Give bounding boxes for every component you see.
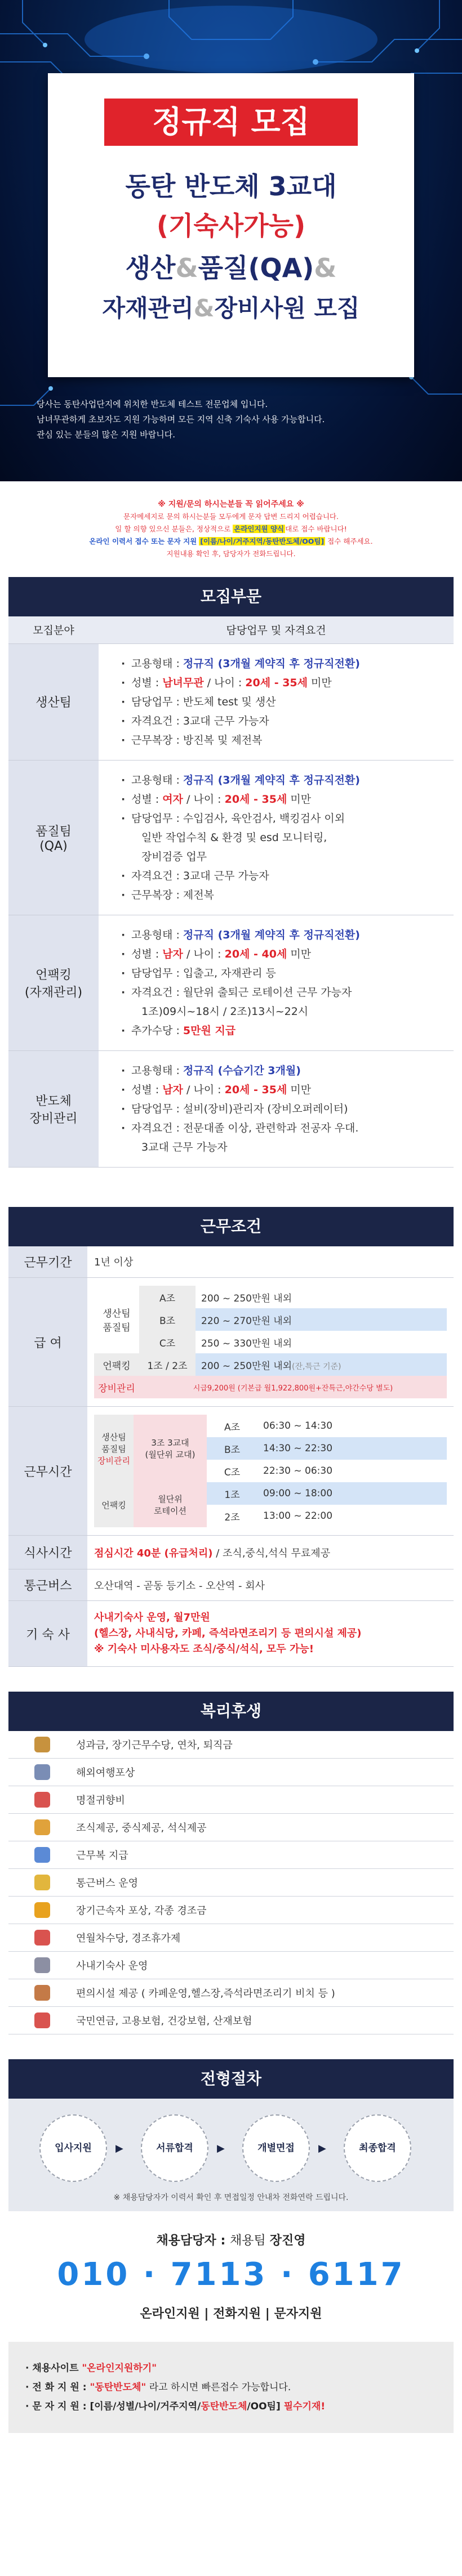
shift-label: 1조 / 2조 <box>139 1353 196 1376</box>
pay-details <box>87 1278 454 1407</box>
benefits-list <box>8 1731 454 2034</box>
notice-title: ※ 지원/문의 하시는분들 꼭 읽어주세요 ※ <box>158 500 304 509</box>
benefit-icon-cell <box>8 1819 76 1835</box>
pay-value: 220 ~ 270만원 내외 <box>196 1308 447 1331</box>
benefit-icon-cell <box>8 1957 76 1973</box>
trophy-icon <box>34 1902 50 1918</box>
benefit-label: 통근버스 운영 <box>76 1877 139 1889</box>
hero-amp: & <box>175 253 198 283</box>
shift-label: C조 <box>139 1331 196 1353</box>
instruction-line: · 전 화 지 원 : "동탄반도체" 라고 하시면 빠른접수 가능합니다. <box>25 2382 291 2393</box>
condition-value: 1년 이상 <box>87 1246 454 1278</box>
conditions-section-title: 근무조건 <box>8 1207 454 1246</box>
money-bag-icon <box>34 1737 50 1752</box>
company-description <box>37 397 425 442</box>
list-item: · 자격요건 : 전문대졸 이상, 관련학과 전공자 우대. 3교대 근무 가능자 <box>121 1119 443 1157</box>
recruit-desc <box>99 643 454 760</box>
description-line: 당사는 동탄사업단지에 위치한 반도체 테스트 전문업체 입니다. <box>37 399 268 409</box>
meal-icon <box>34 1819 50 1835</box>
hero-headline-2: (기숙사가능) <box>156 211 306 241</box>
hero-banner <box>0 0 462 481</box>
pay-team: 장비관리 <box>94 1376 139 1398</box>
list-item: · 담당업무 : 수입검사, 육안검사, 백킹검사 이외 일반 작업수칙 & 환경 및 esd 모니터링, 장비검증 업무 <box>121 809 443 866</box>
recruit-area: 언팩킹 (자재관리) <box>8 915 99 1050</box>
benefit-item <box>8 1759 454 1786</box>
notice-text: 일 할 의향 있으신 분들은, 정상적으로 <box>115 525 233 533</box>
condition-label: 식사시간 <box>8 1536 87 1569</box>
process-note: ※ 채용담당자가 이력서 확인 후 면접일정 안내차 전화연락 드립니다. <box>113 2193 349 2202</box>
benefits-section-title: 복리후생 <box>8 1692 454 1731</box>
time-value: 22:30 ~ 06:30 <box>263 1465 333 1477</box>
benefit-icon-cell <box>8 1764 76 1780</box>
list-item: · 담당업무 : 설비(장비)관리자 (장비오퍼레이터) <box>121 1099 443 1119</box>
notice-highlight: [이름/나이/거주지역/동탄반도체/OO팀] <box>200 537 325 545</box>
table-row <box>8 1050 454 1167</box>
list-item: · 담당업무 : 반도체 test 및 생산 <box>121 692 443 712</box>
arrow-icon: ▶ <box>217 2143 225 2154</box>
shift-type: 3조 3교대 (월단위 교대) <box>134 1415 207 1482</box>
notice-text: 온라인 이력서 접수 또는 문자 지원 <box>89 537 197 545</box>
description-line: 남녀무관하게 초보자도 지원 가능하며 모든 지역 신축 기숙사 사용 가능합니다. <box>37 414 325 424</box>
pay-team: 생산팀 품질팀 <box>103 1308 131 1334</box>
benefit-item <box>8 1897 454 1924</box>
time-value: 14:30 ~ 22:30 <box>257 1437 447 1460</box>
benefit-icon-cell <box>8 1875 76 1890</box>
hero-word: 장비사원 모집 <box>214 294 360 322</box>
list-item: · 고용형태 : 정규직 (3개월 계약직 후 정규직전환) <box>121 925 443 945</box>
step-document-pass: 서류합격 <box>141 2114 208 2182</box>
pay-value: 시급9,200원 (기본급 월1,922,800원+잔특근,야간수당 별도) <box>139 1376 447 1398</box>
calendar-icon <box>34 1930 50 1946</box>
benefit-label: 명절귀향비 <box>76 1795 125 1806</box>
table-row <box>8 643 454 760</box>
benefit-item <box>8 1786 454 1814</box>
table-row <box>8 1569 454 1601</box>
hero-word: 생산 <box>125 253 176 283</box>
benefit-item <box>8 1841 454 1869</box>
health-icon <box>34 2012 50 2028</box>
time-grid <box>94 1415 447 1527</box>
bus-icon <box>34 1875 50 1890</box>
benefit-label: 근무복 지급 <box>76 1850 128 1862</box>
benefit-label: 사내기숙사 운영 <box>76 1960 148 1972</box>
shift-label: B조 <box>139 1308 196 1331</box>
table-row <box>8 1601 454 1667</box>
hero-amp: & <box>193 294 215 322</box>
notice-line: 지원내용 확인 후, 담당자가 전화드립니다. <box>166 549 296 558</box>
benefit-label: 장기근속자 포상, 각종 경조금 <box>76 1905 207 1917</box>
time-value: 09:00 ~ 18:00 <box>257 1482 447 1505</box>
pay-grid <box>94 1286 447 1398</box>
benefit-label: 조식제공, 중식제공, 석식제공 <box>76 1822 207 1834</box>
table-row <box>8 1407 454 1536</box>
benefit-item <box>8 1814 454 1841</box>
list-item: · 성별 : 남자 / 나이 : 20세 - 40세 미만 <box>121 945 443 964</box>
notice-text: 대로 접수 바랍니다! <box>285 525 347 533</box>
notice-line <box>11 523 451 535</box>
condition-value: 사내기숙사 운영, 월7만원 (헬스장, 사내식당, 카페, 즉석라면조리기 등 편의시설 제공) ※ 기숙사 미사용자도 조식/중식/석식, 모두 가능! <box>87 1601 454 1667</box>
list-item: · 고용형태 : 정규직 (3개월 계약직 후 정규직전환) <box>121 654 443 673</box>
arrow-icon: ▶ <box>318 2143 326 2154</box>
hero-amp: & <box>314 253 337 283</box>
recruit-section-title: 모집부문 <box>8 577 454 616</box>
condition-value: 오산대역 - 곧동 등기소 - 오산역 - 회사 <box>87 1569 454 1601</box>
application-notice <box>0 481 462 577</box>
recruit-area: 품질팀 (QA) <box>8 760 99 915</box>
benefit-item <box>8 1952 454 1979</box>
benefit-item <box>8 1979 454 2007</box>
table-row <box>8 1278 454 1407</box>
process-steps <box>8 2099 454 2211</box>
notice-line <box>11 535 451 548</box>
pay-value: 200 ~ 250만원 내외 <box>201 1293 292 1304</box>
list-item: · 담당업무 : 입출고, 자재관리 등 <box>121 964 443 983</box>
list-item: · 고용형태 : 정규직 (3개월 계약직 후 정규직전환) <box>121 771 443 790</box>
condition-value: 점심시간 40분 (유급처리) / 조식,중식,석식 무료제공 <box>87 1536 454 1569</box>
recruit-desc <box>99 1050 454 1167</box>
table-row <box>8 760 454 915</box>
apply-methods: 온라인지원 | 전화지원 | 문자지원 <box>140 2307 322 2321</box>
hero-card <box>48 73 414 377</box>
list-item: · 추가수당 : 5만원 지급 <box>121 1021 443 1040</box>
arrow-icon: ▶ <box>115 2143 123 2154</box>
time-details <box>87 1407 454 1536</box>
conditions-table <box>8 1246 454 1667</box>
shift-label: 2조 <box>224 1511 240 1523</box>
recruit-area: 생산팀 <box>8 643 99 760</box>
recruit-table <box>8 616 454 1168</box>
shift-label: B조 <box>207 1437 257 1460</box>
cup-icon <box>34 1985 50 2001</box>
step-apply: 입사지원 <box>39 2114 107 2182</box>
pay-value: 200 ~ 250만원 내외(잔,특근 기준) <box>196 1353 447 1376</box>
hero-headline-1: 동탄 반도체 3교대 <box>125 171 337 202</box>
gift-icon <box>34 1792 50 1808</box>
shift-label: 1조 <box>207 1482 257 1505</box>
notice-highlight: 온라인지원 양식 <box>234 525 285 533</box>
apply-instructions <box>8 2342 454 2433</box>
benefit-icon-cell <box>8 1930 76 1946</box>
benefit-icon-cell <box>8 2012 76 2028</box>
contact-section <box>0 2211 462 2322</box>
time-team: 언팩킹 <box>94 1482 134 1527</box>
condition-label: 통근버스 <box>8 1569 87 1601</box>
recruit-desc <box>99 915 454 1050</box>
list-item: · 자격요건 : 3교대 근무 가능자 <box>121 866 443 886</box>
list-item: · 자격요건 : 월단위 출퇴근 로테이션 근무 가능자 1조)09시~18시 / 2조)13시~22시 <box>121 983 443 1021</box>
benefit-label: 국민연금, 고용보험, 건강보험, 산재보험 <box>76 2015 252 2027</box>
process-section-title: 전형절차 <box>8 2059 454 2099</box>
pay-value: 250 ~ 330만원 내외 <box>201 1338 292 1349</box>
time-value: 06:30 ~ 14:30 <box>263 1420 333 1432</box>
column-header: 담당업무 및 자격요건 <box>99 616 454 643</box>
table-row <box>8 1246 454 1278</box>
benefit-item <box>8 1924 454 1952</box>
description-line: 관심 있는 분들의 많은 지원 바랍니다. <box>37 430 175 440</box>
uniform-icon <box>34 1847 50 1863</box>
condition-label: 근무기간 <box>8 1246 87 1278</box>
condition-label: 급 여 <box>8 1278 87 1407</box>
benefit-item <box>8 2007 454 2034</box>
hero-badge: 정규직 모집 <box>104 99 358 146</box>
benefit-icon-cell <box>8 1737 76 1752</box>
table-header-row <box>8 616 454 643</box>
condition-label: 근무시간 <box>8 1407 87 1536</box>
shift-label: A조 <box>224 1421 241 1433</box>
time-value: 13:00 ~ 22:00 <box>263 1510 333 1522</box>
hero-word: 자재관리 <box>102 294 194 322</box>
list-item: · 근무복장 : 제전복 <box>121 886 443 905</box>
recruiter: 채용담당자 : 채용팀 장진영 <box>156 2234 306 2248</box>
pay-team: 언팩킹 <box>94 1353 139 1376</box>
list-item: · 성별 : 여자 / 나이 : 20세 - 35세 미만 <box>121 790 443 809</box>
benefit-label: 성과금, 장기근무수당, 연차, 퇴직금 <box>76 1739 233 1751</box>
hero-headline-3 <box>48 248 414 285</box>
list-item: · 자격요건 : 3교대 근무 가능자 <box>121 712 443 731</box>
instruction-line: · 문 자 지 원 : [이름/성별/나이/거주지역/동탄반도체/OO팀] 필수기재! <box>25 2401 326 2412</box>
shift-type: 월단위 로테이션 <box>134 1482 207 1527</box>
benefit-icon-cell <box>8 1985 76 2001</box>
instruction-line: · 채용사이트 "온라인지원하기" <box>25 2363 157 2374</box>
table-row <box>8 1536 454 1569</box>
step-interview: 개별면접 <box>242 2114 310 2182</box>
notice-text: 접수 해주세요. <box>325 537 373 545</box>
list-item: · 고용형태 : 정규직 (수습기간 3개월) <box>121 1061 443 1080</box>
benefit-icon-cell <box>8 1847 76 1863</box>
benefit-icon-cell <box>8 1902 76 1918</box>
airplane-icon <box>34 1764 50 1780</box>
list-item: · 성별 : 남자 / 나이 : 20세 - 35세 미만 <box>121 1080 443 1099</box>
benefit-label: 편의시설 제공 ( 카페운영,헬스장,즉석라면조리기 비치 등 ) <box>76 1988 335 2000</box>
condition-label: 기 숙 사 <box>8 1601 87 1667</box>
list-item: · 성별 : 남녀무관 / 나이 : 20세 - 35세 미만 <box>121 673 443 692</box>
hero-headline-4 <box>48 290 414 324</box>
hero-word: 품질(QA) <box>198 253 314 283</box>
benefit-label: 해외여행포상 <box>76 1767 135 1779</box>
benefit-icon-cell <box>8 1792 76 1808</box>
table-row <box>8 915 454 1050</box>
benefit-label: 연월차수당, 경조휴가제 <box>76 1933 181 1944</box>
shift-label: A조 <box>139 1286 196 1308</box>
recruit-area: 반도체 장비관리 <box>8 1050 99 1167</box>
recruit-desc <box>99 760 454 915</box>
phone-number[interactable]: 010 · 7113 · 6117 <box>57 2256 405 2293</box>
step-final-pass: 최종합격 <box>344 2114 411 2182</box>
list-item: · 근무복장 : 방진복 및 제전복 <box>121 731 443 750</box>
notice-line: 문자메세지로 문의 하시는분들 모두에게 문자 답변 드리지 어렵습니다. <box>123 512 339 521</box>
benefit-item <box>8 1731 454 1759</box>
column-header: 모집분야 <box>8 616 99 643</box>
time-team: 생산팀 품질팀 장비관리 <box>94 1415 134 1482</box>
shift-label: C조 <box>224 1466 241 1478</box>
benefit-item <box>8 1869 454 1897</box>
building-icon <box>34 1957 50 1973</box>
